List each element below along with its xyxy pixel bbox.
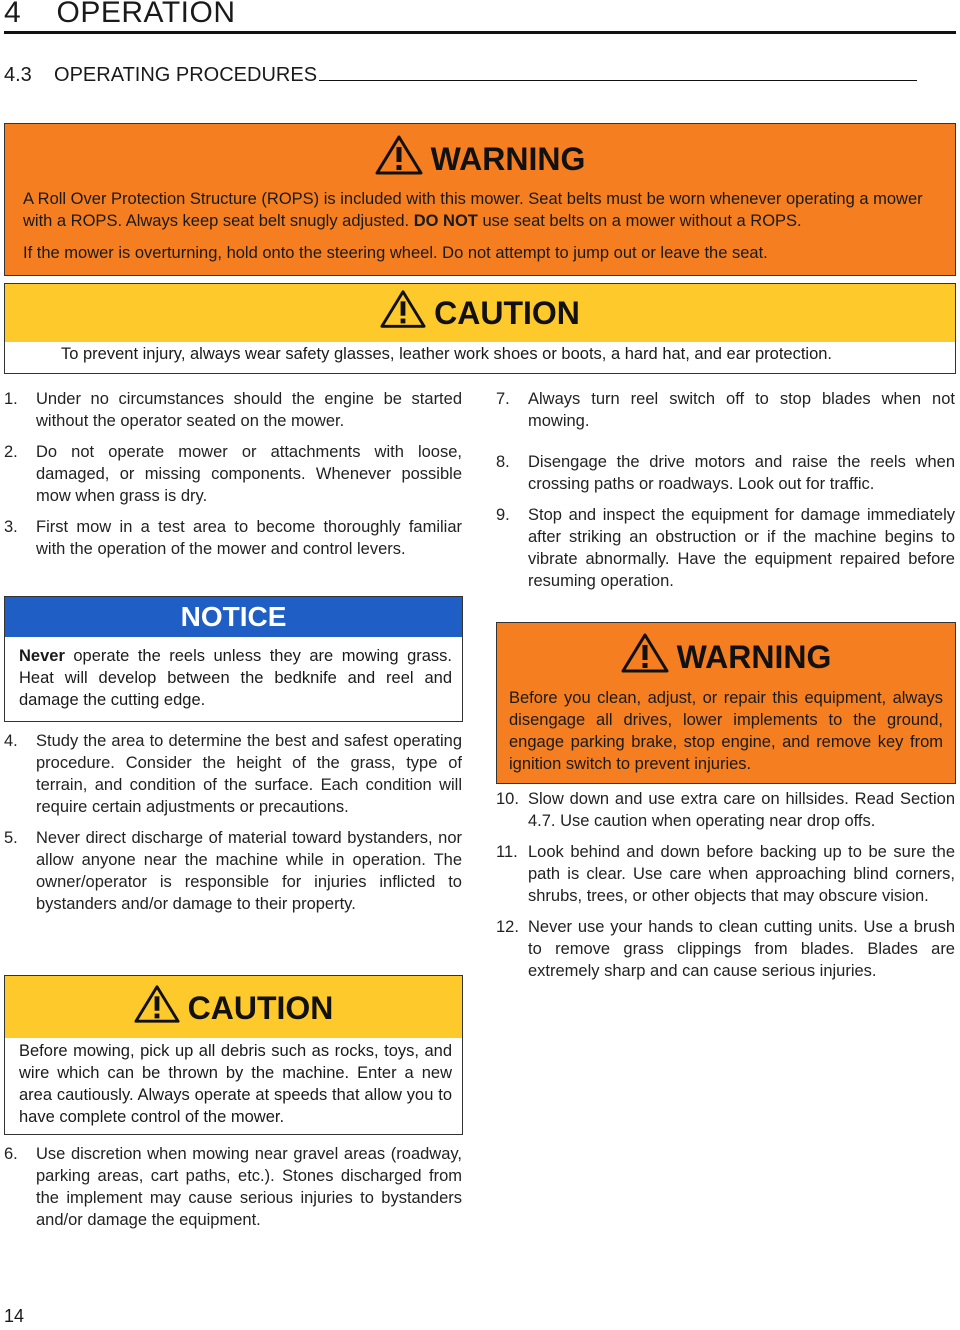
list-item <box>4 827 462 915</box>
caution-triangle-icon <box>380 289 426 337</box>
warning-text-1 <box>5 188 955 232</box>
caution-title: CAUTION <box>434 294 580 331</box>
item-number: 7. <box>496 390 510 408</box>
caution-box-left <box>4 975 463 1135</box>
warning-right-title: WARNING <box>676 638 832 675</box>
section-label: 4.3 OPERATING PROCEDURES <box>4 64 318 86</box>
item-text: First mow in a test area to become thoroughly familiar with the operation of the mower and control levers. <box>36 518 462 558</box>
list-item <box>496 504 955 592</box>
caution-header <box>5 284 955 342</box>
page-number: 14 <box>4 1306 25 1326</box>
notice-box <box>4 596 463 722</box>
item-number: 8. <box>496 453 510 471</box>
list-item <box>496 388 955 432</box>
section-title <box>4 64 917 87</box>
list-item <box>496 788 955 832</box>
list-item <box>4 441 462 507</box>
list-item <box>4 1143 462 1231</box>
item-number: 6. <box>4 1145 18 1163</box>
list-item <box>496 451 955 495</box>
left-column-c <box>4 1143 462 1231</box>
item-number: 11. <box>496 843 518 861</box>
item-number: 12. <box>496 918 519 936</box>
notice-text <box>5 637 462 711</box>
warning-right-header <box>497 623 955 687</box>
left-column-a <box>4 388 462 560</box>
item-number: 10. <box>496 790 519 808</box>
item-text: Always turn reel switch off to stop blades when not mowing. <box>528 390 955 430</box>
right-column-a <box>496 388 955 592</box>
item-text: Slow down and use extra care on hillsides. Read Section 4.7. Use caution when operating near drop offs. <box>528 790 955 830</box>
notice-body: operate the reels unless they are mowing grass. Heat will develop between the bedknife and reel and damage the cutting edge. <box>19 647 452 709</box>
item-text: Under no circumstances should the engine be started without the operator seated on the mower. <box>36 390 462 430</box>
warning-title: WARNING <box>430 140 586 177</box>
warning-text-2: If the mower is overturning, hold onto the steering wheel. Do not attempt to jump out or leave the seat. <box>23 244 768 262</box>
item-number: 4. <box>4 732 18 750</box>
chapter-rule <box>4 31 956 34</box>
item-text: Look behind and down before backing up to be sure the path is clear. Use care when approaching blind corners, shrubs, trees, or other objects that may obscure vision. <box>528 843 955 905</box>
item-text: Study the area to determine the best and safest operating procedure. Consider the height of the grass, type of terrain, and condition of the surface. Each condition will require certain adjustments or precautions. <box>36 732 462 816</box>
warning-right-triangle-icon <box>621 633 669 681</box>
right-column-b <box>496 788 955 982</box>
warning-text-1b: use seat belts on a mower without a ROPS. <box>477 212 802 230</box>
notice-never: Never <box>19 647 65 665</box>
list-item <box>4 516 462 560</box>
caution-box-top <box>4 283 956 374</box>
item-text: Use discretion when mowing near gravel areas (roadway, parking areas, cart paths, etc.). Stones discharged from the implement may cause serious injuries to bystanders and/or damage the equipment. <box>36 1145 462 1229</box>
caution-left-title: CAUTION <box>187 989 334 1026</box>
warning-box-top <box>4 123 956 276</box>
list-item <box>496 916 955 982</box>
warning-box-right <box>496 622 956 784</box>
warning-text-1a: A Roll Over Protection Structure (ROPS) is included with this mower. Seat belts must be worn whenever operating a mower with a ROPS. Always keep seat belt snugly adjusted. <box>23 190 923 230</box>
item-number: 1. <box>4 390 18 408</box>
warning-do-not: DO NOT <box>413 212 478 230</box>
item-number: 2. <box>4 443 18 461</box>
list-item <box>4 730 462 818</box>
item-text: Never use your hands to clean cutting units. Use a brush to remove grass clippings from blades. Blades are extremely sharp and can cause serious injuries. <box>528 918 955 980</box>
item-number: 5. <box>4 829 18 847</box>
caution-text: To prevent injury, always wear safety glasses, leather work shoes or boots, a hard hat, and ear protection. <box>61 345 833 363</box>
left-column-b <box>4 730 462 915</box>
list-item <box>4 388 462 432</box>
item-text: Disengage the drive motors and raise the reels when crossing paths or roadways. Look out for traffic. <box>528 453 955 493</box>
item-text: Stop and inspect the equipment for damage immediately after striking an obstruction or if the machine begins to vibrate abnormally. Have the equipment repaired before resuming operation. <box>528 506 955 590</box>
item-number: 3. <box>4 518 18 536</box>
item-number: 9. <box>496 506 510 524</box>
warning-triangle-icon <box>375 135 423 183</box>
item-text: Do not operate mower or attachments with loose, damaged, or missing components. Whenever possible mow when grass is dry. <box>36 443 462 505</box>
caution-left-triangle-icon <box>134 984 180 1032</box>
warning-header <box>5 124 955 188</box>
notice-header: NOTICE <box>5 597 462 637</box>
caution-left-header <box>5 976 462 1038</box>
warning-right-text: Before you clean, adjust, or repair this equipment, always disengage all drives, lower implements to the ground, engage parking brake, stop engine, and remove key from ignition switch to prevent injuries. <box>509 689 943 773</box>
item-text: Never direct discharge of material toward bystanders, nor allow anyone near the machine while in operation. The owner/operator is responsible for injuries inflicted to bystanders and/or damage to their property. <box>36 829 462 913</box>
section-underline <box>319 66 917 81</box>
chapter-title: 4 OPERATION <box>4 0 236 29</box>
list-item <box>496 841 955 907</box>
caution-left-text: Before mowing, pick up all debris such as rocks, toys, and wire which can be thrown by the machine. Enter a new area cautiously. Always operate at speeds that allow you to have complete control of the mower. <box>19 1042 452 1126</box>
